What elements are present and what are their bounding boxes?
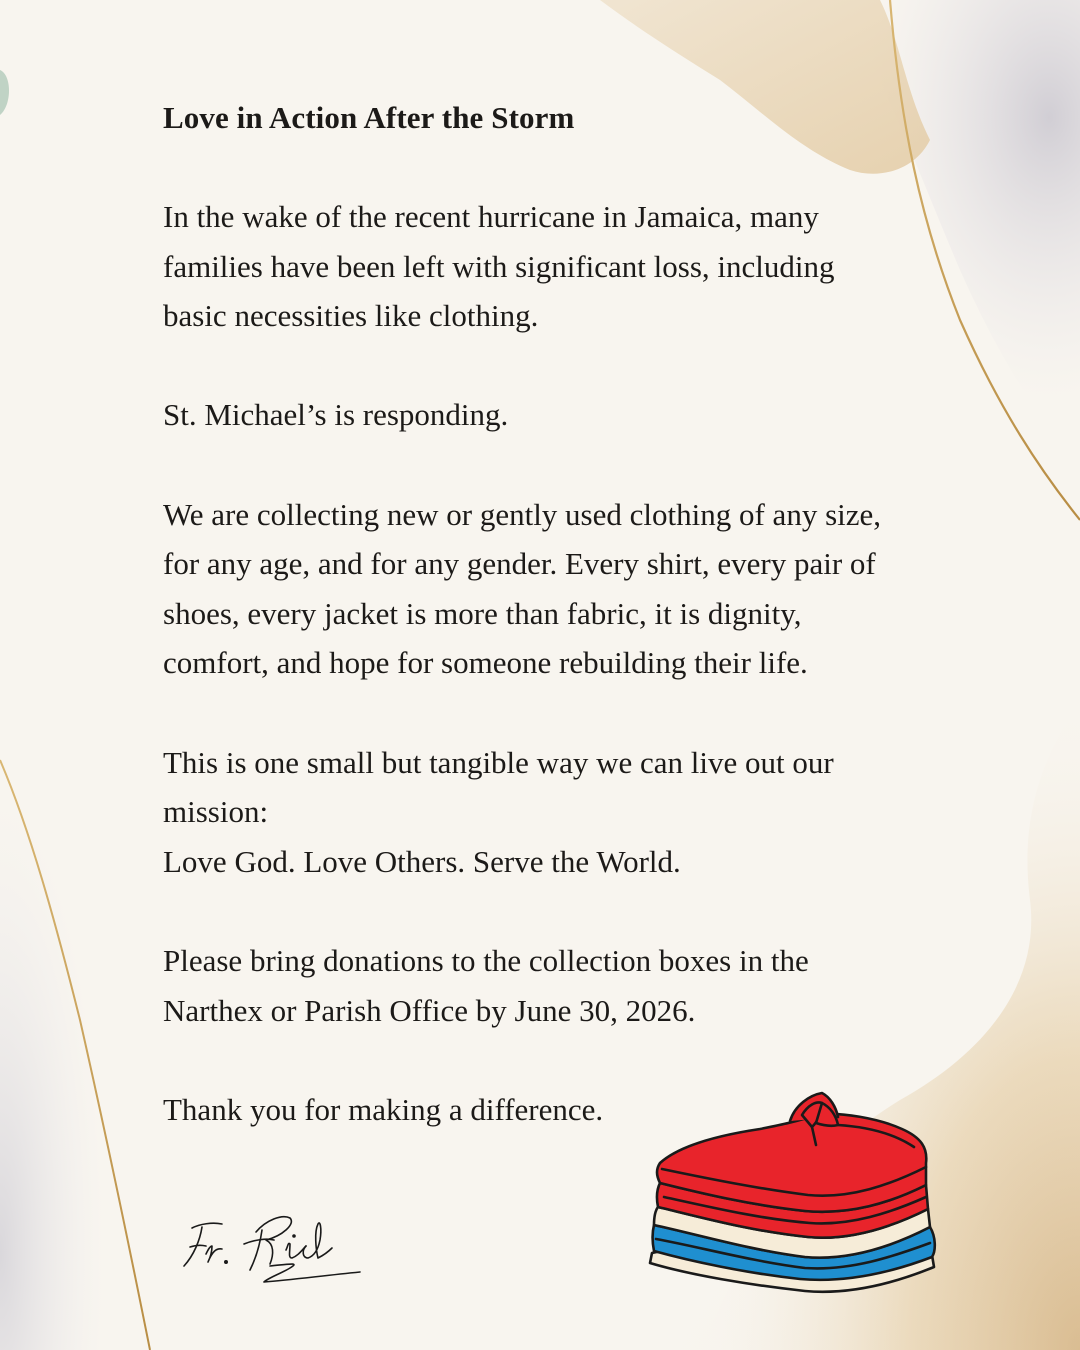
text-line: for any age, and for any gender. Every shirt, every pair of [163,546,876,582]
letter [163,94,983,1184]
paragraph-responding [163,390,983,440]
text-line: In the wake of the recent hurricane in Jamaica, many [163,199,819,234]
folded-clothes-stack-icon [640,1085,940,1310]
text-line: mission: [163,794,269,830]
signature [170,1200,370,1305]
letter-title: Love in Action After the Storm [163,100,575,135]
text-line: shoes, every jacket is more than fabric, it is dignity, [163,595,802,631]
text-line: comfort, and hope for someone rebuilding their life. [163,645,808,681]
text-line: Thank you for making a difference. [163,1091,604,1127]
text-line: families have been left with significant loss, including [163,248,835,284]
text-line: We are collecting new or gently used clothing of any size, [163,496,882,532]
paragraph-donations [163,936,983,1035]
text-line: Narthex or Parish Office by June 30, 2026. [163,992,696,1028]
text-line: Please bring donations to the collection boxes in the [163,942,809,978]
text-line: This is one small but tangible way we can live out our [163,744,834,780]
paragraph-hurricane [163,192,983,341]
mission-statement: Love God. Love Others. Serve the World. [163,843,681,879]
paragraph-mission [163,738,983,887]
paragraph-collecting [163,490,983,688]
text-line: St. Michael’s is responding. [163,397,509,433]
text-line: basic necessities like clothing. [163,298,539,334]
